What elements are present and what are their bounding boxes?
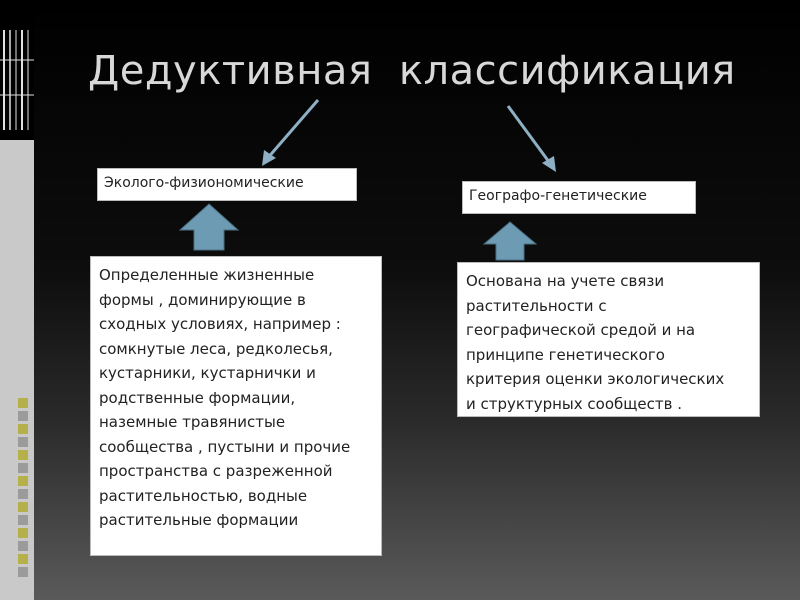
up-arrow-left-icon: [180, 204, 238, 250]
right-description: Основана на учете связи растительности с географической средой и на принципе генетического критерия оценки экологических и структурных сообществ .: [457, 262, 760, 417]
title-arrow-right: [508, 106, 556, 172]
right-category-label: Географо-генетические: [462, 181, 696, 214]
up-arrow-right-icon: [484, 222, 536, 260]
left-description: Определенные жизненные формы , доминирующие в сходных условиях, например : сомкнутые леса, редколесья, кустарники, кустарнички и родственные формации, наземные травянистые сообщества , пустыни и прочие пространства с разреженной растительностью, водные растительные формации: [90, 256, 382, 556]
title-arrow-left: [262, 100, 318, 166]
left-category-label: Эколого-физиономические: [97, 168, 357, 201]
slide-title: Дедуктивная классификация: [88, 48, 736, 94]
